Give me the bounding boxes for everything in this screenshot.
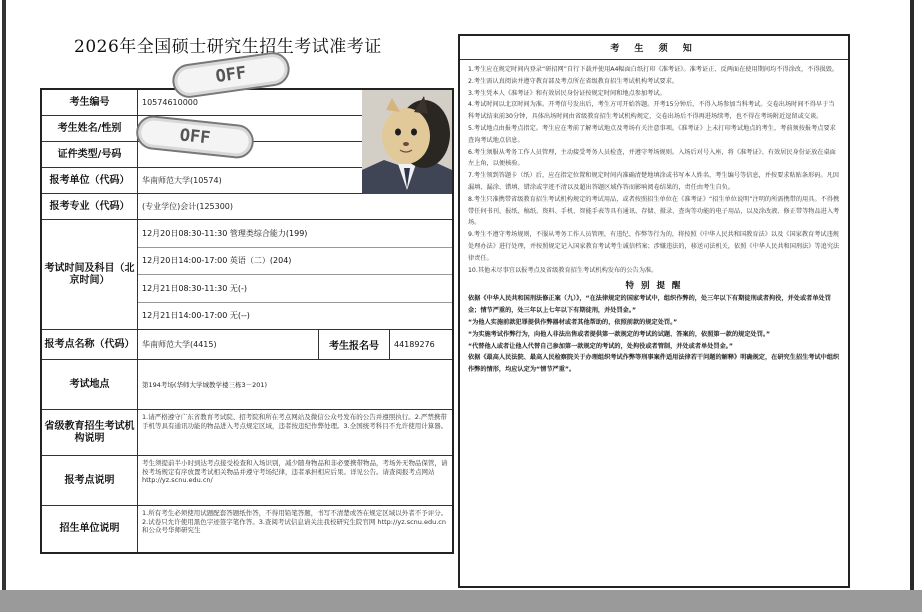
screen-edge-right [910,0,914,612]
exam-time-item: 12月20日08:30-11:30 管理类综合能力(199) [138,220,452,248]
notice-item: 7.考生领到答题卡（纸）后，应在指定位置和规定时间内准确清楚地填涂或书写本人姓名、考生编号等信息，并按要求粘贴条形码。凡因漏填、漏涂、错填、错涂或字迹不清以及超出答题区域作答而影响阅卷结果的，责任由考生自负。 [468,172,839,191]
time-label: 考试时间及科目（北京时间） [42,220,138,329]
exam-times-list [138,220,452,329]
notice-title: 考 生 须 知 [460,36,848,60]
site-desc-value: 考生须提前半小时到达考点接受检查和入场识别，减少随身物品和非必要携带物品，考场外无物品保管，请按考场规定有序放置考试相关物品并遵守考场纪律，违者承担相应后果。详见公告。请查阅报考点网站 http://yz.scnu.edu.cn/ [142,459,448,484]
notice-item: 8.考生只准携带省级教育招生考试机构规定的考试用品，或者按照招生单位在《准考证》“招生单位说明”注明的所需携带的用具。不得携带任何书刊、报纸、稿纸、资料、手机、智能手表等具有通讯、存储、摄录、查询等功能的电子用品，以及涂改液、修正带等物品进入考场。 [468,195,840,227]
reminder-item: “代替他人或者让他人代替自己参加第一款规定的考试的，处拘役或者管制，并处或者单处罚金。” [468,342,733,350]
row-place [42,360,452,410]
off-sticker-name: OFF [135,114,256,160]
notice-item: 9.考生不遵守考场规则，不服从考务工作人员管理，有违纪、作弊等行为的，将按照《中华人民共和国教育法》以及《国家教育考试违规处理办法》进行处理，并按照规定记入国家教育考试考生诚信档案；涉嫌违法的，移送司法机关，依照《中华人民共和国刑法》等追究法律责任。 [468,231,840,262]
reminder-item: 依据《中华人民共和国刑法修正案（九）》，“在法律规定的国家考试中，组织作弊的，处三年以下有期徒刑或者拘役，并处或者单处罚金；情节严重的，处三年以上七年以下有期徒刑，并处罚金。” [468,295,831,315]
notice-item: 6.考生须服从考务工作人员管理，主动接受考务人员检查，并遵守考场规则。入场后对号入座，将《准考证》、有效居民身份证放在桌面左上角，以便核验。 [468,148,836,168]
exam-time-item: 12月21日14:00-17:00 无(--) [142,311,250,321]
place-label: 考试地点 [42,360,138,409]
recruit-value: 1.所有考生必须使用试题配套答题纸作答，不得用铅笔答题，书写不清楚或答在规定区域以外者不予评分。2.试卷只允许使用黑色字迹签字笔作答。3.查阅考试信息请关注我校研究生院官网 http://yz.scnu.edu.cn 和公众号华师研究生 [142,509,448,534]
major-label: 报考专业（代码） [42,194,138,219]
candidate-photo [362,90,452,194]
cat-photo-icon [362,90,452,194]
reg-value: 44189276 [394,340,435,349]
row-times [42,220,452,330]
notice-panel [458,34,850,588]
exam-time-item: 12月20日14:00-17:00 英语（二）(204) [138,248,452,276]
row-site [42,330,452,360]
reminder-item: “为他人实施前款犯罪提供作弊器材或者其他帮助的，依照前款的规定处罚。” [468,318,678,326]
row-prov [42,410,452,456]
row-recruit [42,506,452,552]
recruit-label: 招生单位说明 [42,506,138,552]
reg-label: 考生报名号 [318,330,390,359]
notice-item: 4.考试时间以北京时间为准。开考信号发出后，考生方可开始答题。开考15分钟后，不得入场参加当科考试。交卷出场时间不得早于当科考试结束前30分钟，具体出场时间由省级教育招生考试机构规定，交卷出场后不得再进场续考，也不得在考场附近逗留或交谈。 [468,101,835,121]
notice-body [460,60,848,376]
notice-item: 2.考生需认真阅读并遵守教育部及考点所在省级教育招生考试机构考试要求。 [468,77,679,85]
name-label: 考生姓名/性别 [42,116,138,141]
prov-label: 省级教育招生考试机构说明 [42,410,138,455]
major-value: (专业学位)会计(125300) [142,202,234,211]
site-label: 报考点名称（代码） [42,330,138,359]
unit-label: 报考单位（代码） [42,168,138,193]
exam-time-item: 12月21日08:30-11:30 无(-) [138,275,452,303]
screen-edge-left [2,0,6,612]
exam-no-label: 考生编号 [42,90,138,115]
row-major [42,194,452,220]
page-title: 2026年全国硕士研究生招生考试准考证 [74,37,382,57]
reminder-item: 依据《最高人民法院、最高人民检察院关于办理组织考试作弊等刑事案件适用法律若干问题的解释》明确规定，在研究生招生考试中组织作弊的情形，均应认定为“情节严重”。 [468,354,840,374]
reminder-item: “为实施考试作弊行为，向他人非法出售或者提供第一款规定的考试的试题、答案的，依照第一款的规定处罚。” [468,330,771,338]
admission-ticket-page [14,8,904,590]
notice-item: 10.其他未尽事宜以报考点及省级教育招生考试机构发布的公告为准。 [468,266,658,274]
prov-value: 1.请严格遵守广东省教育考试院、招考院和所在考点网站及微信公众号发布的公告并遵照执行。2.严禁携带手机等具有通讯功能的物品进入考点规定区域，违者按违纪作弊处理。3.全国统考科目不允许使用计算器。 [142,413,448,430]
notice-item: 5.考试地点由报考点指定。考生应在考前了解考试地点及考场有关注意事项。《准考证》上未打印考试地点的考生，考前须按报考点要求查询考试地点信息。 [468,124,836,144]
site-value: 华南师范大学(4415) [142,340,217,349]
notice-item: 3.考生凭本人《准考证》和有效居民身份证按规定时间和地点参加考试。 [468,89,666,97]
site-desc-label: 报考点说明 [42,456,138,505]
off-sticker-title: OFF [170,50,292,100]
unit-value: 华南师范大学(10574) [142,176,222,185]
id-label: 证件类型/号码 [42,142,138,167]
notice-item: 1.考生应在规定时间内登录“研招网”自行下载并使用A4幅面白纸打印《准考证》。准考证正、反两面在使用期间均不得涂改，不得损毁。 [468,66,839,73]
row-site-desc [42,456,452,506]
screen-edge-bottom [0,590,922,612]
exam-no-value: 10574610000 [142,98,198,107]
place-value: 第194考场(华师大学城教学楼三栋3－201) [142,381,268,389]
special-reminder-title: 特 别 提 醒 [625,281,683,292]
